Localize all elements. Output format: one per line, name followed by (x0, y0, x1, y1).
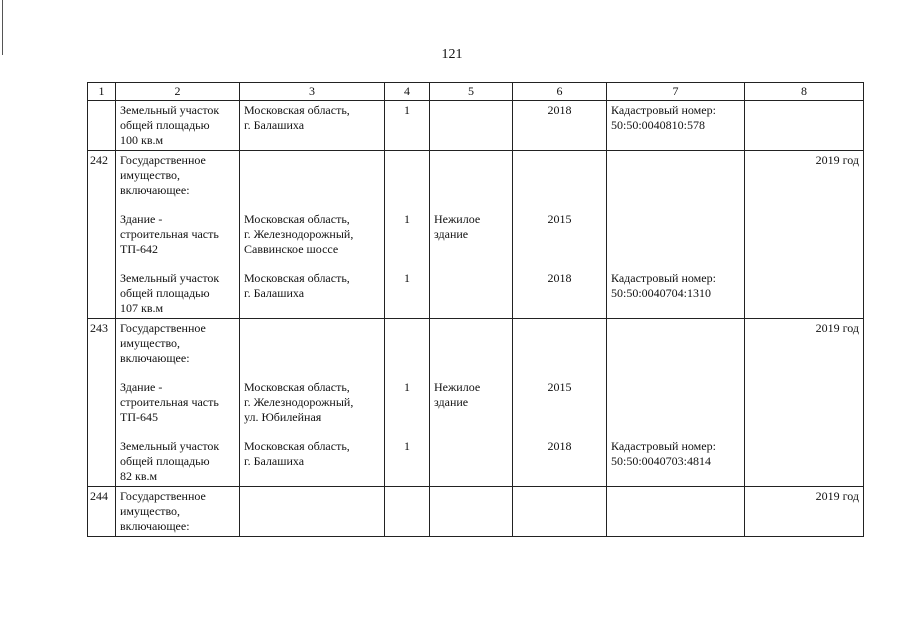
item-address (244, 321, 380, 366)
item-quantity-cell (385, 487, 430, 537)
row-number: 244 (88, 487, 116, 537)
item-quantity (389, 153, 425, 198)
item-type (434, 271, 508, 316)
item-year-cell (513, 151, 607, 319)
item-type-cell (430, 319, 513, 487)
total-year: 2019 год (745, 151, 864, 319)
item-address (244, 153, 380, 198)
item-name: Здание - строительная часть ТП-642 (120, 212, 219, 256)
item-type-cell (430, 151, 513, 319)
item-type-cell (430, 101, 513, 151)
item-address-cell (240, 319, 385, 487)
property-table (87, 82, 864, 537)
item-note-cell (607, 319, 745, 487)
table-header-row (88, 83, 864, 101)
item-name: Земельный участок общей площадью 107 кв.м (120, 271, 220, 315)
table-body (88, 83, 864, 537)
item-quantity (389, 489, 425, 534)
item-quantity-cell (385, 151, 430, 319)
item-year: 2018 (547, 439, 572, 453)
header-col-5: 5 (430, 83, 513, 101)
item-address: Московская область, г. Балашиха (244, 439, 350, 468)
item-note (611, 489, 740, 534)
item-note (611, 153, 740, 198)
item-quantity: 1 (404, 380, 410, 394)
header-col-8: 8 (745, 83, 864, 101)
item-quantity: 1 (404, 103, 410, 117)
item-year: 2018 (547, 271, 572, 285)
item-address: Московская область, г. Балашиха (244, 271, 350, 300)
item-quantity: 1 (404, 212, 410, 226)
item-note-cell (607, 487, 745, 537)
row-number (88, 101, 116, 151)
header-col-4: 4 (385, 83, 430, 101)
item-note (611, 380, 740, 425)
table-row (88, 101, 864, 151)
item-type: Нежилое здание (434, 380, 481, 409)
item-note (611, 321, 740, 366)
item-type: Нежилое здание (434, 212, 481, 241)
item-name-cell (116, 151, 240, 319)
item-quantity-cell (385, 101, 430, 151)
header-col-2: 2 (116, 83, 240, 101)
row-number: 243 (88, 319, 116, 487)
item-year: 2018 (547, 103, 572, 117)
item-address: Московская область, г. Железнодорожный, ул. Юбилейная (244, 380, 354, 424)
item-address: Московская область, г. Железнодорожный, Саввинское шоссе (244, 212, 354, 256)
item-address-cell (240, 101, 385, 151)
item-year (517, 321, 602, 366)
item-note: Кадастровый номер: 50:50:0040704:1310 (611, 271, 716, 300)
item-name: Государственное имущество, включающее: (120, 489, 206, 533)
item-quantity (389, 321, 425, 366)
item-year (517, 153, 602, 198)
item-name: Земельный участок общей площадью 100 кв.м (120, 103, 220, 147)
item-note: Кадастровый номер: 50:50:0040703:4814 (611, 439, 716, 468)
item-note-cell (607, 101, 745, 151)
table-row (88, 487, 864, 537)
item-name: Земельный участок общей площадью 82 кв.м (120, 439, 220, 483)
item-note: Кадастровый номер: 50:50:0040810:578 (611, 103, 716, 132)
item-address-cell (240, 151, 385, 319)
item-type (434, 489, 508, 534)
header-col-6: 6 (513, 83, 607, 101)
item-quantity-cell (385, 319, 430, 487)
item-name-cell (116, 487, 240, 537)
page-number: 121 (441, 47, 463, 62)
item-name-cell (116, 101, 240, 151)
item-year (517, 489, 602, 534)
header-col-1: 1 (88, 83, 116, 101)
item-address (244, 489, 380, 534)
table-row (88, 319, 864, 487)
item-name: Государственное имущество, включающее: (120, 321, 206, 365)
item-note (611, 212, 740, 257)
item-year-cell (513, 487, 607, 537)
header-col-3: 3 (240, 83, 385, 101)
table-row (88, 151, 864, 319)
item-type (434, 153, 508, 198)
item-name-cell (116, 319, 240, 487)
item-year-cell (513, 101, 607, 151)
item-year: 2015 (547, 380, 572, 394)
row-number: 242 (88, 151, 116, 319)
item-name: Государственное имущество, включающее: (120, 153, 206, 197)
item-quantity: 1 (404, 439, 410, 453)
item-year-cell (513, 319, 607, 487)
item-address: Московская область, г. Балашиха (244, 103, 350, 132)
item-type (434, 321, 508, 366)
item-note-cell (607, 151, 745, 319)
total-year: 2019 год (745, 319, 864, 487)
item-quantity: 1 (404, 271, 410, 285)
header-col-7: 7 (607, 83, 745, 101)
item-type (434, 103, 508, 148)
item-year: 2015 (547, 212, 572, 226)
item-type (434, 439, 508, 484)
total-year (745, 101, 864, 151)
item-address-cell (240, 487, 385, 537)
item-name: Здание - строительная часть ТП-645 (120, 380, 219, 424)
total-year: 2019 год (745, 487, 864, 537)
item-type-cell (430, 487, 513, 537)
